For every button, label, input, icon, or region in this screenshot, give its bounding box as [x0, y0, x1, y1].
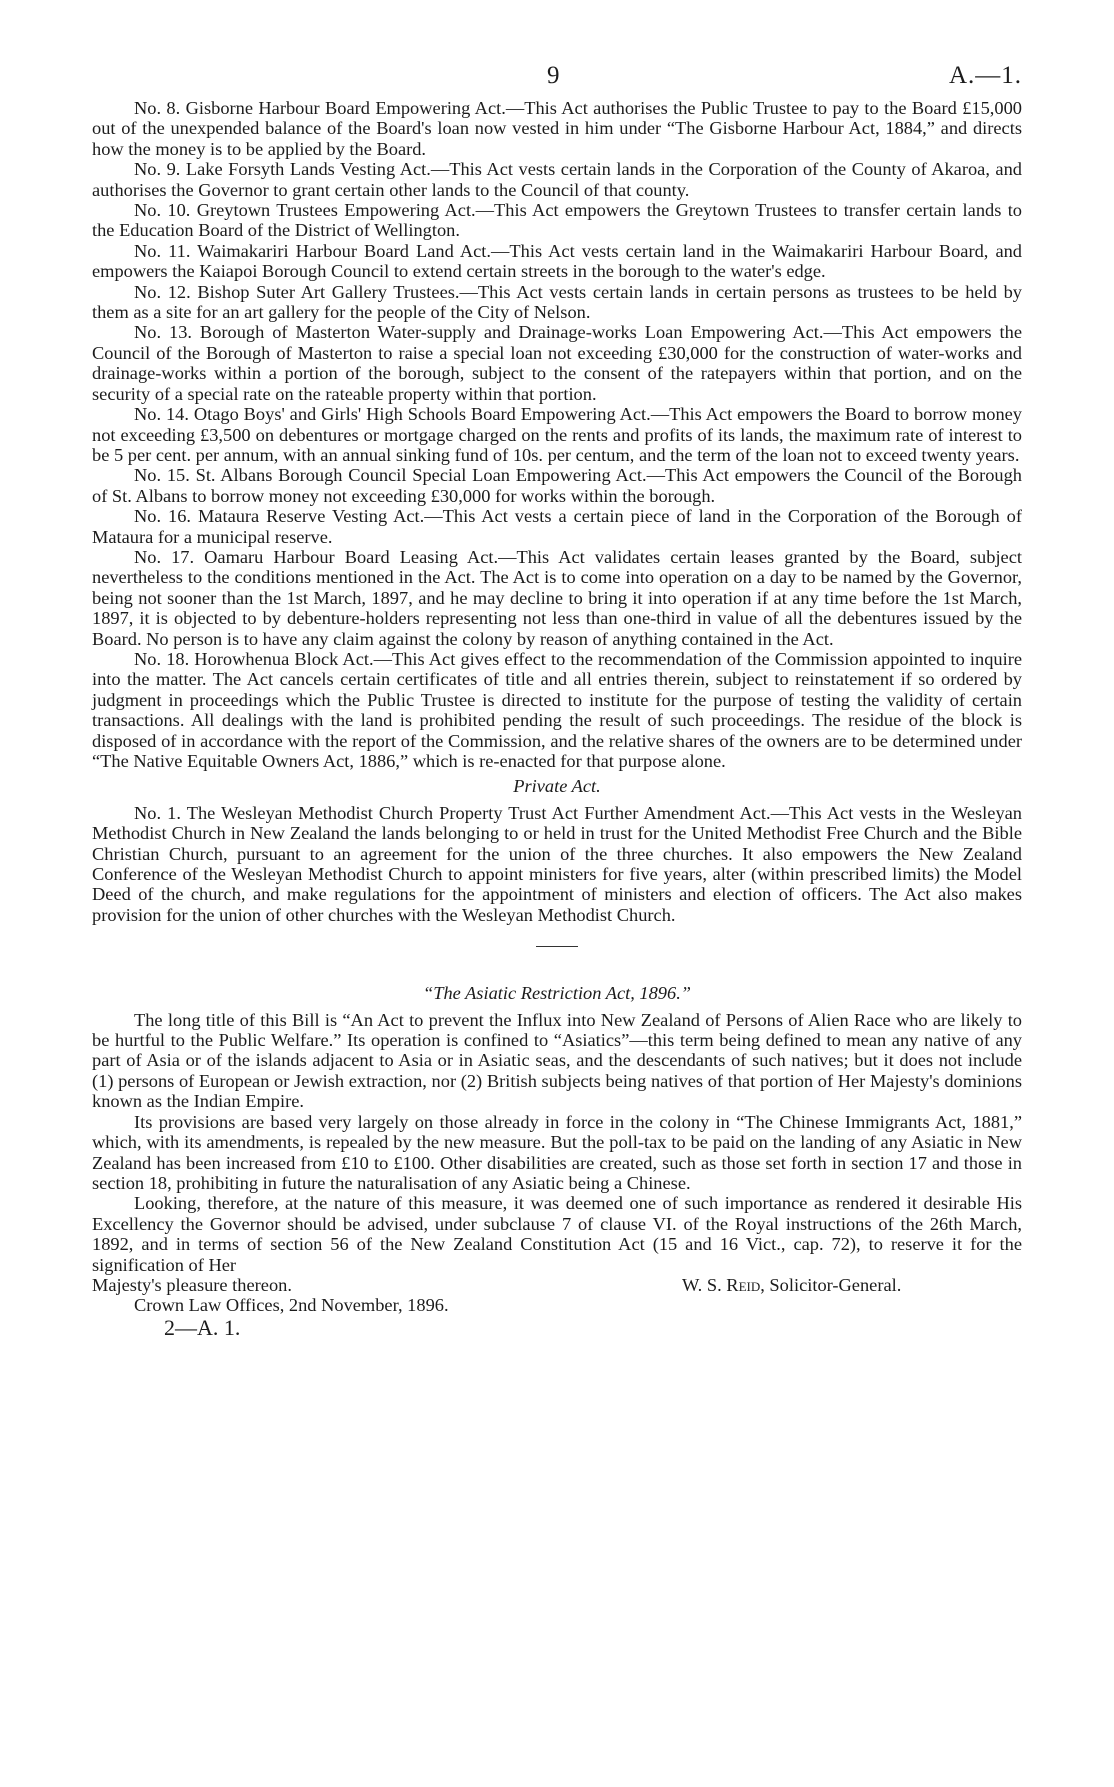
document-page: [92, 62, 1022, 1338]
act-paragraph-no-8: No. 8. Gisborne Harbour Board Empowering Act.—This Act authorises the Public Trustee to pay to the Board £15,000 out of the unexpended balance of the Board's loan now vested in him under “The Gisborne Harbour Act, 1884,” and directs how the money is to be applied by the Board.: [92, 98, 1022, 159]
asiatic-act-heading: “The Asiatic Restriction Act, 1896.”: [422, 983, 692, 1004]
act-paragraph-no-15: No. 15. St. Albans Borough Council Special Loan Empowering Act.—This Act empowers the Council of the Borough of St. Albans to borrow money not exceeding £30,000 for works within the borough.: [92, 465, 1022, 506]
body-text: [92, 98, 1022, 1338]
act-paragraph-no-13: No. 13. Borough of Masterton Water-supply and Drainage-works Loan Empowering Act.—This Act empowers the Council of the Borough of Masterton to raise a special loan not exceeding £30,000 for the construction of water-works and drainage-works within a portion of the borough, subject to the consent of the ratepayers within that portion, and on the security of a special rate on the rateable property within that portion.: [92, 322, 1022, 404]
private-act-paragraph: No. 1. The Wesleyan Methodist Church Property Trust Act Further Amendment Act.—This Act vests in the Wesleyan Methodist Church in New Zealand the lands belonging to or held in trust for the United Methodist Free Church and the Bible Christian Church, pursuant to an agreement for the union of the three churches. It also empowers the New Zealand Conference of the Wesleyan Methodist Church to appoint ministers for five years, alter (within prescribed limits) the Model Deed of the church, and make regulations for the appointment of ministers and election of officers. The Act also makes provision for the union of other churches with the Wesleyan Methodist Church.: [92, 802, 1022, 925]
act-paragraph-no-17: No. 17. Oamaru Harbour Board Leasing Act.—This Act validates certain leases granted by the Board, subject nevertheless to the conditions mentioned in the Act. The Act is to come into operation on a day to be named by the Governor, being not sooner than the 1st March, 1897, and he may decline to bring it into operation if at any time before the 1st March, 1897, it is objected to by debenture-holders representing not less than one-third in value of all the debentures issued by the Board. No person is to have any claim against the colony by reason of anything contained in the Act.: [92, 546, 1022, 649]
act-paragraph-no-11: No. 11. Waimakariri Harbour Board Land Act.—This Act vests certain land in the Waimakariri Harbour Board, and empowers the Kaiapoi Borough Council to extend certain streets in the borough to the water's edge.: [92, 240, 1022, 282]
act-paragraph-no-9: No. 9. Lake Forsyth Lands Vesting Act.—This Act vests certain lands in the Corporation of the County of Akaroa, and authorises the Governor to grant certain other lands to the Council of that county.: [92, 159, 1022, 200]
page-reference: A.—1.: [948, 62, 1022, 89]
page-number: 9: [547, 62, 560, 89]
signature-name: Reid: [726, 1274, 761, 1295]
act-paragraph-no-12: No. 12. Bishop Suter Art Gallery Trustees.—This Act vests certain lands in certain persons as trustees to be held by them as a site for an art gallery for the people of the City of Nelson.: [92, 281, 1022, 323]
signature: [682, 1275, 901, 1295]
closing-text: Majesty's pleasure thereon.: [92, 1274, 292, 1295]
private-act-heading: Private Act.: [513, 776, 601, 797]
act-paragraph-no-10: No. 10. Greytown Trustees Empowering Act.—This Act empowers the Greytown Trustees to transfer certain lands to the Education Board of the District of Wellington.: [92, 200, 1022, 241]
act-paragraph-no-16: No. 16. Mataura Reserve Vesting Act.—This Act vests a certain piece of land in the Corporation of the Borough of Mataura for a municipal reserve.: [92, 506, 1022, 547]
dateline: Crown Law Offices, 2nd November, 1896.: [134, 1295, 449, 1316]
act-paragraph-no-14: No. 14. Otago Boys' and Girls' High Schools Board Empowering Act.—This Act empowers the Board to borrow money not exceeding £3,500 on debentures or mortgage charged on the rents and profits of its lands, the maximum rate of interest to be 5 per cent. per annum, with an annual sinking fund of 10s. per centum, and the term of the loan not to exceed twenty years.: [92, 404, 1022, 465]
closing-line: [92, 1275, 1022, 1295]
act-paragraph-no-18: No. 18. Horowhenua Block Act.—This Act gives effect to the recommendation of the Commission appointed to inquire into the matter. The Act cancels certain certificates of title and all entries therein, subject to reinstatement if so ordered by judgment in proceedings which the Public Trustee is directed to institute for the purpose of testing the validity of certain transactions. All dealings with the land is prohibited pending the result of such proceedings. The residue of the block is disposed of in accordance with the report of the Commission, and the relative shares of the owners are to be determined under “The Native Equitable Owners Act, 1886,” which is re-enacted for that purpose alone.: [92, 648, 1022, 771]
signature-title: , Solicitor-General.: [760, 1274, 902, 1295]
footer-reference: 2—A. 1.: [164, 1314, 241, 1340]
section-divider: [536, 946, 578, 947]
page-header: [92, 62, 1022, 98]
asiatic-paragraph-3: Looking, therefore, at the nature of this measure, it was deemed one of such importance as rendered it desirable His Excellency the Governor should be advised, under subclause 7 of clause VI. of the Royal instructions of the 26th March, 1892, and in terms of section 56 of the New Zealand Constitution Act (15 and 16 Vict., cap. 72), to reserve it for the signification of Her: [92, 1193, 1022, 1275]
asiatic-paragraph-2: Its provisions are based very largely on those already in force in the colony in “The Chinese Immigrants Act, 1881,” which, with its amendments, is repealed by the new measure. But the poll-tax to be paid on the landing of any Asiatic in New Zealand has been increased from £10 to £100. Other disabilities are created, such as those set forth in section 17 and those in section 18, prohibiting in future the naturalisation of any Asiatic being a Chinese.: [92, 1111, 1022, 1193]
asiatic-paragraph-1: The long title of this Bill is “An Act to prevent the Influx into New Zealand of Persons of Alien Race who are likely to be hurtful to the Public Welfare.” Its operation is confined to “Asiatics”—this term being defined to mean any native of any part of Asia or of the islands adjacent to Asia or in Asiatic seas, and the descendants of such natives; but it does not include (1) persons of European or Jewish extraction, nor (2) British subjects being natives of that portion of Her Majesty's dominions known as the Indian Empire.: [92, 1009, 1022, 1112]
signature-initials: W. S.: [682, 1274, 727, 1295]
